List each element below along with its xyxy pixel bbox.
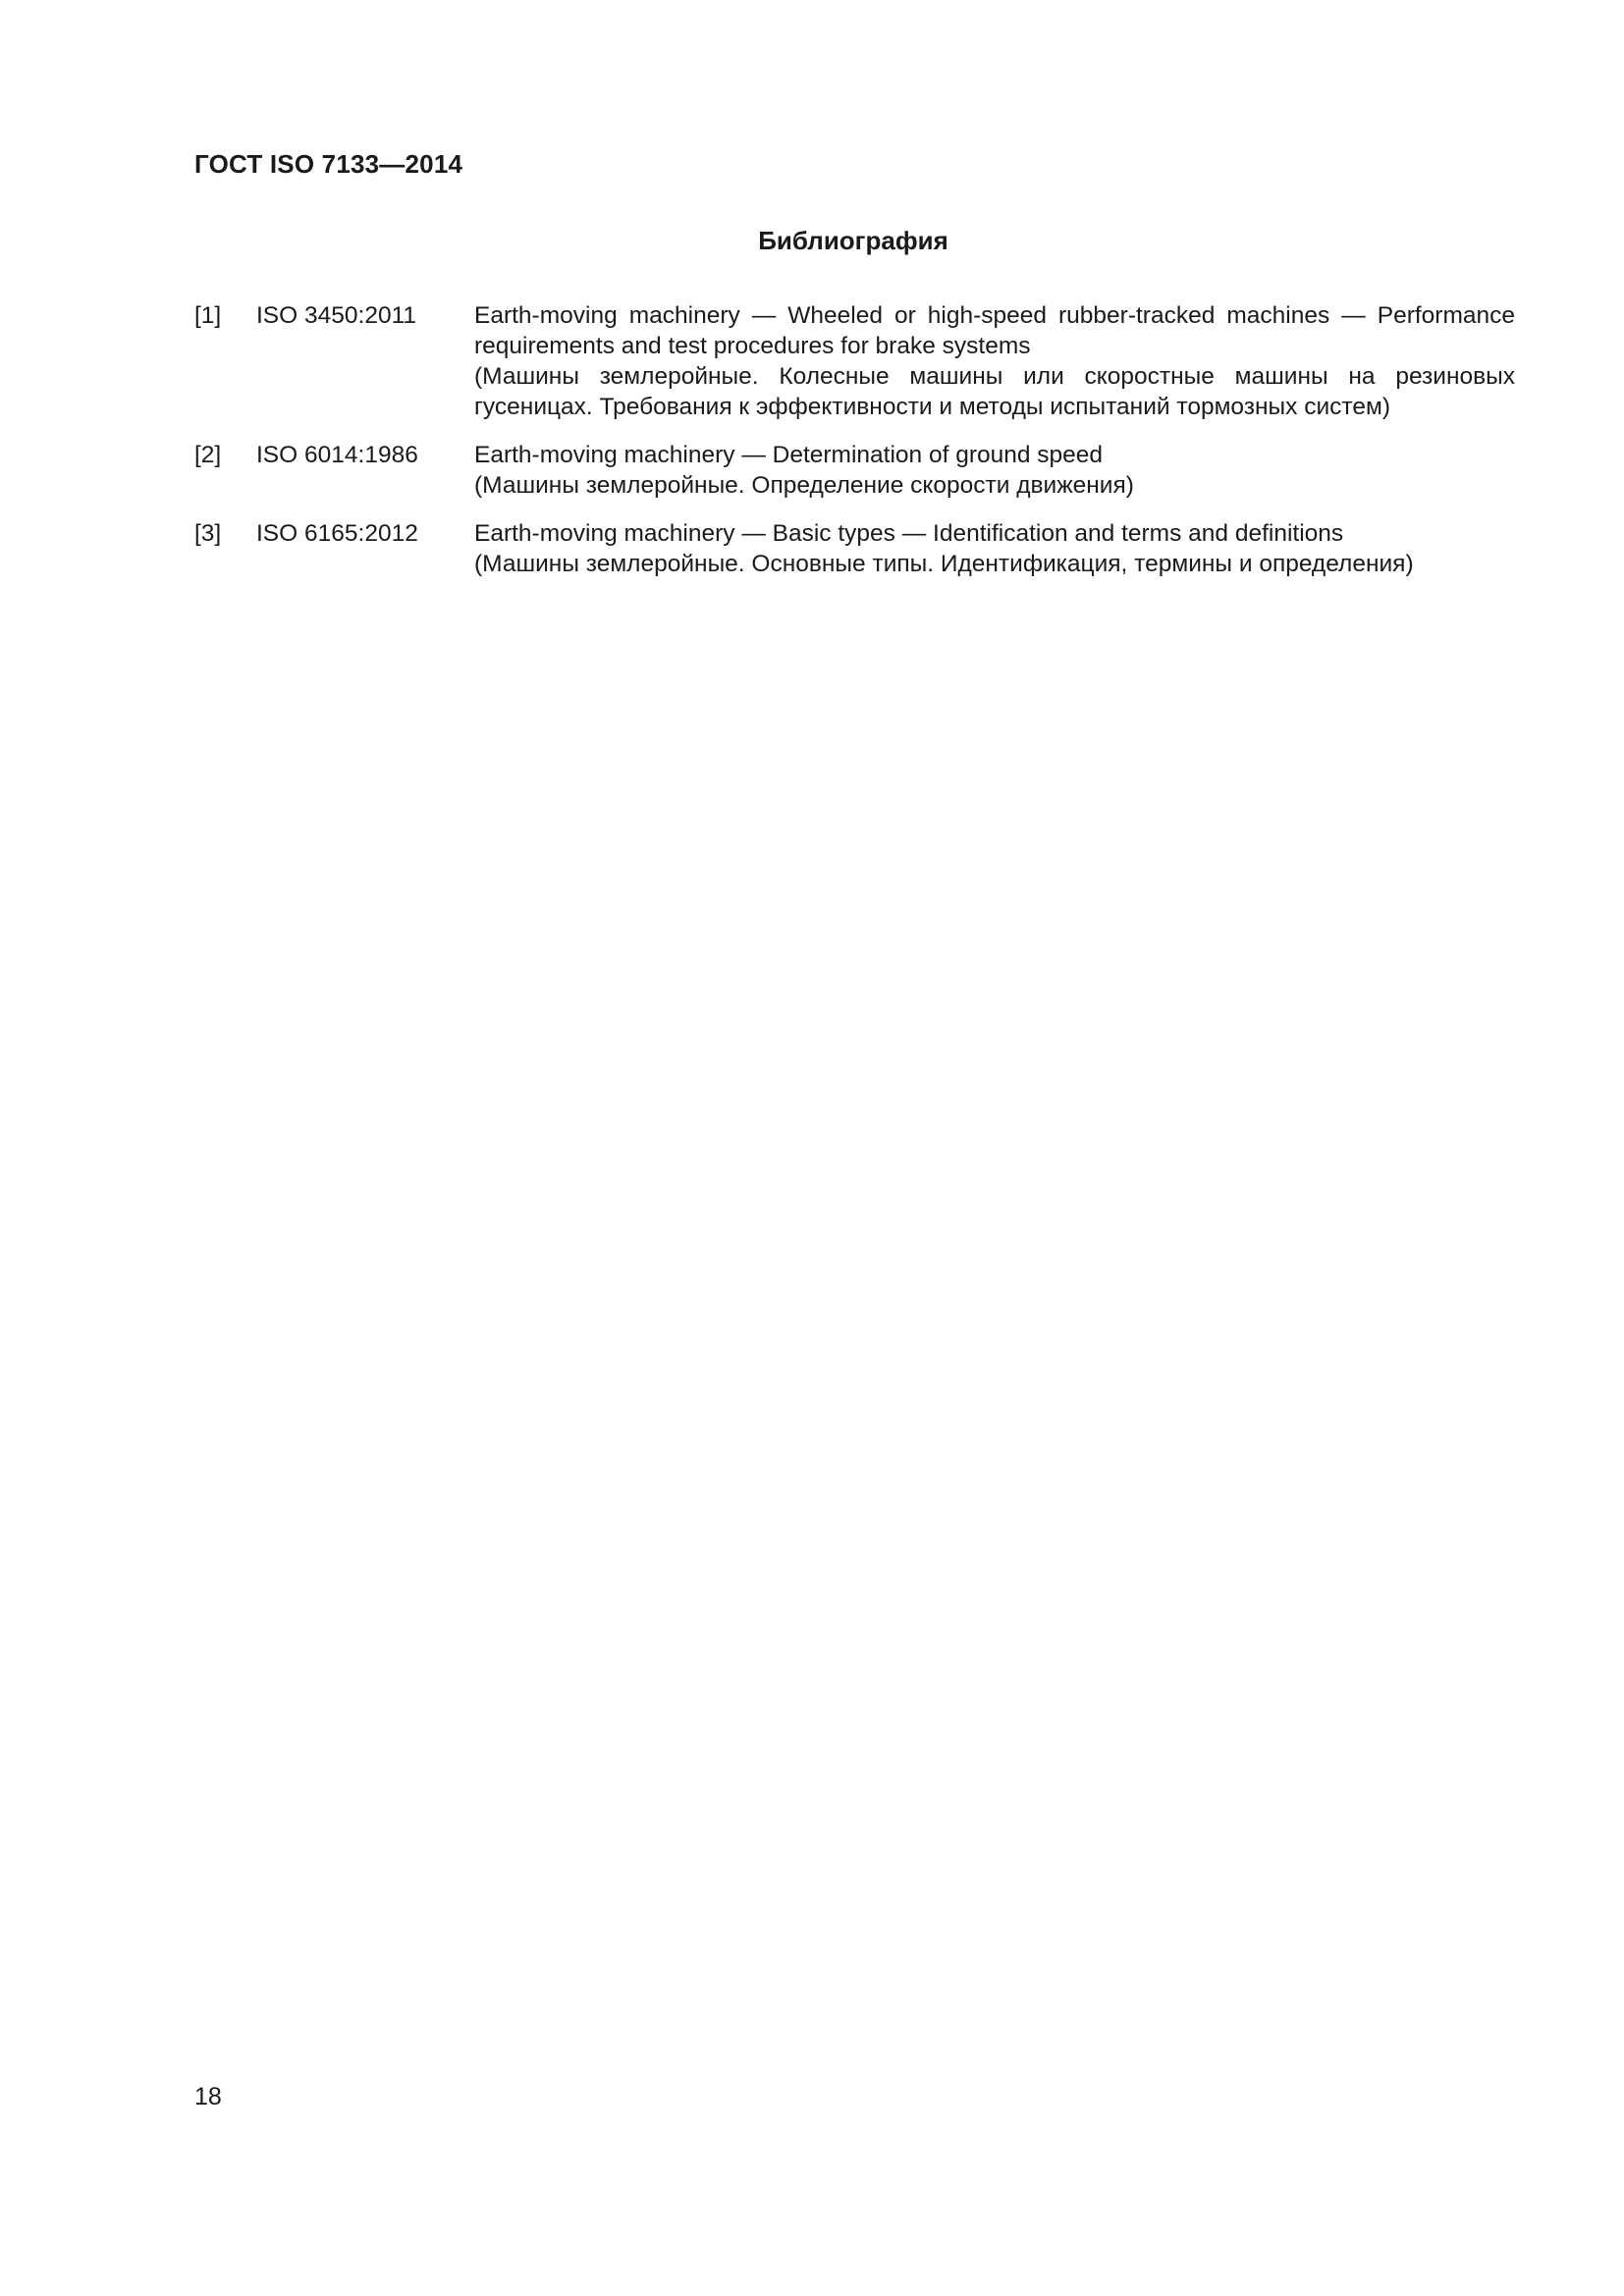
bibliography-entry [194,300,1515,422]
document-id-header: ГОСТ ISO 7133—2014 [194,149,463,179]
entry-number: [1] [194,302,222,329]
entry-number: [2] [194,442,222,468]
section-title: Библиография [758,226,948,255]
entry-title-en: Earth-moving machinery — Basic types — Identification and terms and definitions [474,520,1344,547]
bibliography-entry [194,440,1515,501]
standard-code: ISO 6165:2012 [256,520,418,547]
entry-title-ru: (Машины землеройные. Определение скорости движения) [474,472,1134,499]
standard-code: ISO 3450:2011 [256,302,417,329]
entry-description [474,440,1515,501]
entry-title-ru: (Машины землеройные. Основные типы. Идентификация, термины и определения) [474,551,1414,577]
entry-description [474,518,1515,579]
bibliography-entry [194,518,1515,579]
page-number: 18 [194,2083,222,2110]
entry-title-ru: (Машины землеройные. Колесные машины или скоростные машины на резиновых гусеницах. Требования к эффективности и методы испытаний тормозных систем) [474,363,1515,420]
entry-number: [3] [194,520,222,547]
standard-code: ISO 6014:1986 [256,442,418,468]
entry-description [474,300,1515,422]
entry-title-en: Earth-moving machinery — Wheeled or high-speed rubber-tracked machines — Performance requirements and test procedures for brake systems [474,302,1515,359]
entry-title-en: Earth-moving machinery — Determination of ground speed [474,442,1104,468]
bibliography-list [194,300,1515,597]
